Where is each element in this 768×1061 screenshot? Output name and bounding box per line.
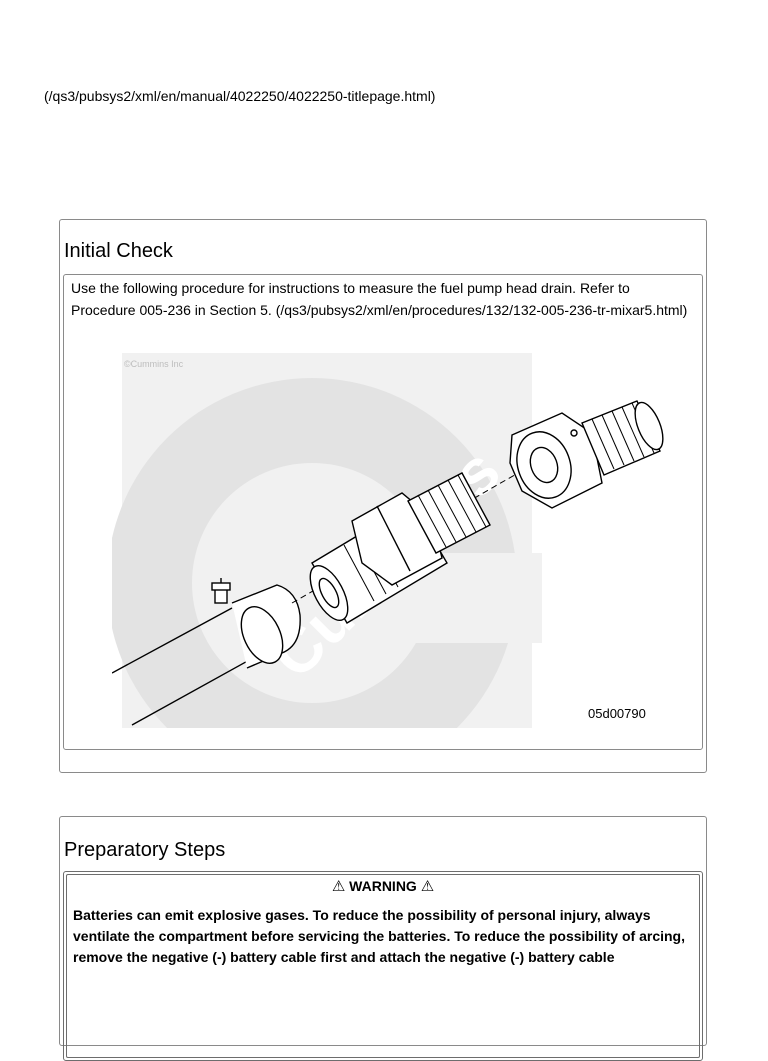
- banjo-nut-drawing: [508, 399, 669, 508]
- titlepage-link[interactable]: (/qs3/pubsys2/xml/en/manual/4022250/4022250-titlepage.html): [44, 88, 436, 104]
- figure-id: 05d00790: [588, 706, 646, 721]
- initial-check-panel: [59, 219, 707, 773]
- warning-icon: ⚠: [331, 878, 346, 895]
- initial-check-title: Initial Check: [64, 240, 173, 262]
- preparatory-steps-panel: [59, 816, 707, 1046]
- warning-label: WARNING: [349, 878, 417, 894]
- fuel-drain-fitting-figure: [112, 353, 672, 728]
- warning-heading: [64, 877, 702, 895]
- copyright-text: ©Cummins Inc: [124, 359, 184, 369]
- warning-icon: ⚠: [420, 878, 435, 895]
- preparatory-steps-title: Preparatory Steps: [64, 839, 226, 861]
- warning-box: [63, 871, 703, 1061]
- warning-text: Batteries can emit explosive gases. To reduce the possibility of personal injury, always ventilate the compartment before servicing the batteries. To reduce the possibility of arcing, remove the negative (-) battery cable first and attach the negative (-) battery cable: [73, 907, 685, 965]
- initial-check-content: [63, 274, 703, 750]
- initial-check-intro: Use the following procedure for instructions to measure the fuel pump head drain. Refer to Procedure 005-236 in Section 5. (/qs3/pubsys2/xml/en/procedures/132/132-005-236-tr-mixar5.html): [71, 280, 688, 318]
- cummins-watermark: [112, 353, 542, 728]
